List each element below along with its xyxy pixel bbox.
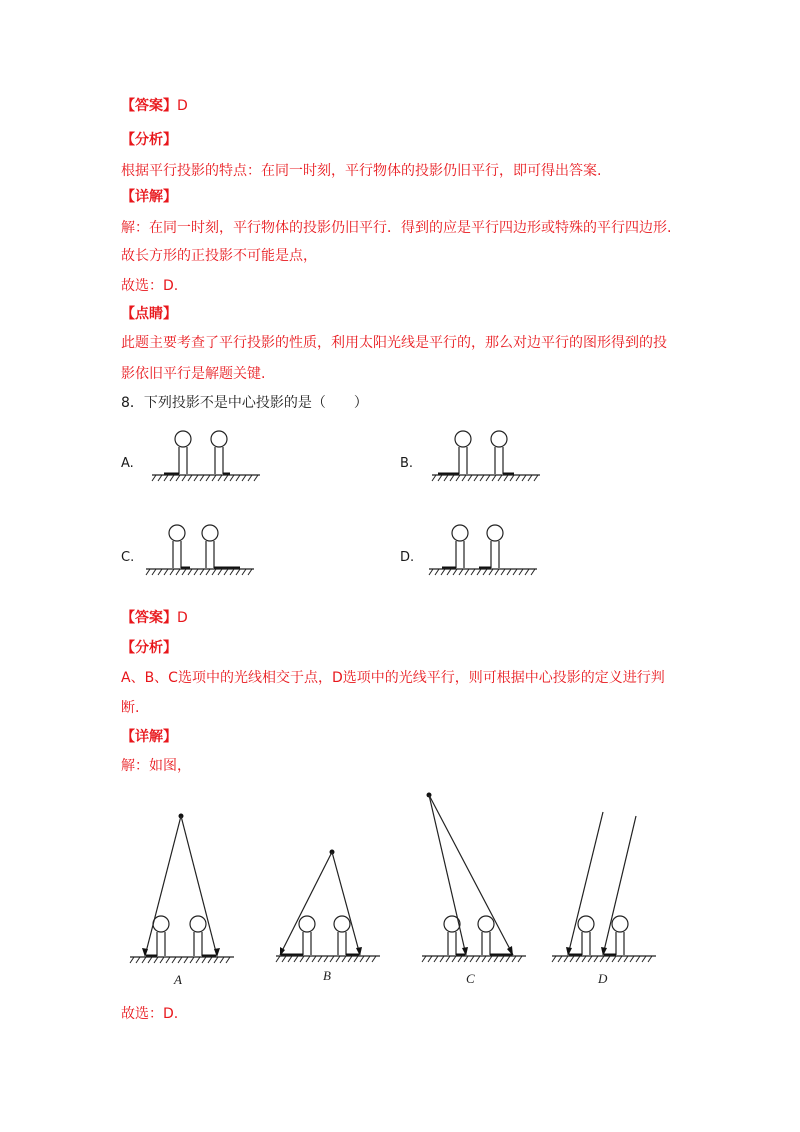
answer-value: D — [177, 98, 188, 114]
answer-value-2: D — [177, 610, 188, 626]
comment-label: 【点睛】 — [121, 306, 177, 322]
option-d-label: D. — [400, 550, 415, 565]
option-d-figure — [427, 520, 542, 580]
analysis-line-2a: A、B、C选项中的光线相交于点，D选项中的光线平行，则可根据中心投影的定义进行判 — [121, 670, 665, 686]
answer-label-2: 【答案】 — [121, 610, 177, 626]
answer-label: 【答案】 — [121, 98, 177, 114]
option-c-label: C. — [121, 550, 135, 565]
comment-line-2: 影依旧平行是解题关键. — [121, 366, 266, 382]
analysis-label-1: 【分析】 — [121, 132, 177, 148]
detail-label-1: 【详解】 — [121, 189, 177, 205]
option-a-figure — [150, 426, 265, 486]
detail-line-3: 故选：D. — [121, 278, 179, 294]
option-a-label: A. — [121, 456, 134, 471]
answer-line-2 — [121, 608, 188, 628]
conclusion-2: 故选：D. — [121, 1006, 179, 1022]
analysis-line-2b: 断. — [121, 700, 140, 716]
figure-label-c: C — [466, 971, 475, 986]
figure-label-a: A — [174, 972, 182, 987]
detail-label-2: 【详解】 — [121, 729, 177, 745]
comment-line-1: 此题主要考查了平行投影的性质，利用太阳光线是平行的，那么对边平行的图形得到的投 — [121, 335, 667, 351]
detail-line-1: 解：在同一时刻，平行物体的投影仍旧平行．得到的应是平行四边形或特殊的平行四边形. — [121, 220, 672, 236]
figure-label-b: B — [323, 968, 331, 983]
solution-figure-d — [548, 810, 663, 990]
analysis-text-1: 根据平行投影的特点：在同一时刻，平行物体的投影仍旧平行，即可得出答案. — [121, 163, 602, 179]
analysis-label-2: 【分析】 — [121, 640, 177, 656]
detail-line-2: 故长方形的正投影不可能是点， — [121, 248, 317, 264]
solution-figure-b — [272, 812, 387, 992]
option-b-figure — [430, 426, 545, 486]
figure-label-d: D — [598, 971, 608, 986]
question-stem: 8．下列投影不是中心投影的是（ ） — [121, 395, 368, 411]
option-b-label: B. — [400, 456, 414, 471]
option-c-figure — [144, 520, 259, 580]
solution-figure-a — [126, 812, 241, 992]
answer-line-1 — [121, 96, 188, 116]
solution-figure-c — [418, 790, 533, 990]
detail-intro-2: 解：如图， — [121, 758, 191, 774]
